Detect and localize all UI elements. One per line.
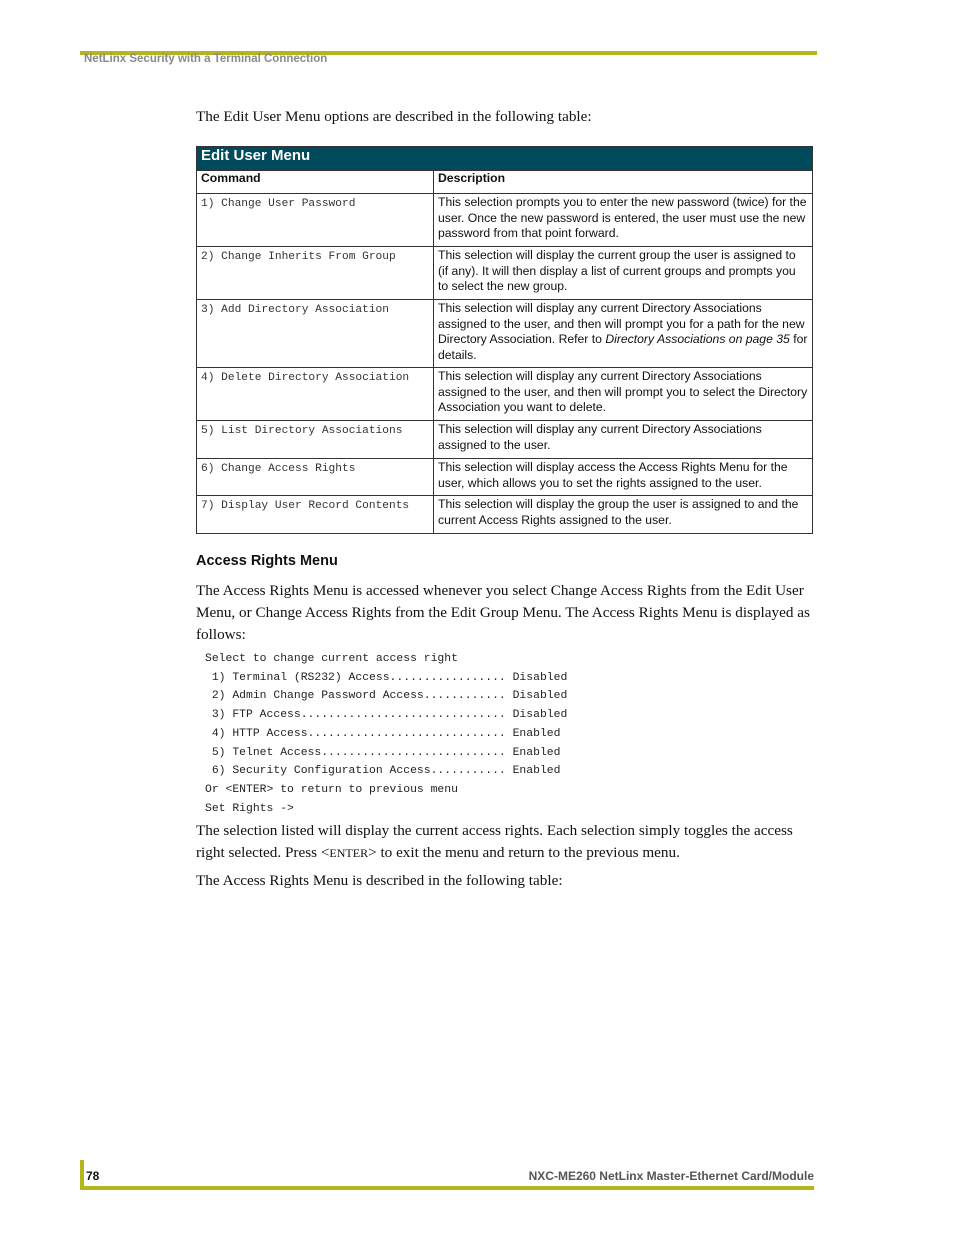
command-cell: 4) Delete Directory Association [197,368,434,421]
command-cell: 7) Display User Record Contents [197,496,434,534]
description-text-end: for details. [438,332,808,362]
access-rights-intro: The Access Rights Menu is accessed whenever you select Change Access Rights from the Edit User Menu, or Change Access Rights from the Edit Group Menu. The Access Rights Menu is displayed as follows: [196,582,810,643]
table-row [197,300,813,368]
table-row [197,368,813,421]
page-number: 78 [86,1169,100,1183]
code-line: Select to change current access right [205,653,458,665]
command-cell: 6) Change Access Rights [197,459,434,496]
code-line: 6) Security Configuration Access........... Enabled [205,765,561,778]
code-listing [205,650,567,818]
table-row [197,496,813,534]
code-line: 5) Telnet Access........................... Enabled [205,746,561,759]
column-header-command: Command [197,171,434,194]
code-line: 2) Admin Change Password Access............ Disabled [205,690,568,703]
cross-reference-link[interactable]: Directory Associations on page 35 [605,332,790,346]
description-cell: This selection prompts you to enter the new password (twice) for the user. Once the new password is entered, the user must use the new password from that point forward. [434,194,813,247]
enter-key-label: ENTER [329,846,369,860]
code-line: 4) HTTP Access............................. Enabled [205,727,561,740]
description-text: This selection will display any current Directory Associations assigned to the user, and then will prompt you for a path for the new Directory Association. Refer to [438,301,805,346]
code-line: Or <ENTER> to return to previous menu [205,783,458,796]
access-rights-table-intro: The Access Rights Menu is described in the following table: [196,872,563,889]
code-line: Set Rights -> [205,802,294,815]
intro-paragraph: The Edit User Menu options are described in the following table: [196,108,592,125]
table-row [197,459,813,496]
column-header-description: Description [434,171,813,194]
edit-user-menu-table [196,146,813,534]
description-cell [434,300,813,368]
table-row [197,194,813,247]
code-line: 1) Terminal (RS232) Access................. Disabled [205,671,568,684]
access-rights-explanation [196,820,816,864]
running-header: NetLinx Security with a Terminal Connection [84,53,328,65]
table-title: Edit User Menu [197,147,813,171]
code-line: 3) FTP Access.............................. Disabled [205,709,568,722]
footer-doc-title: NXC-ME260 NetLinx Master-Ethernet Card/Module [528,1169,814,1183]
command-cell: 2) Change Inherits From Group [197,247,434,300]
footer-rule [80,1186,814,1190]
table-row [197,247,813,300]
description-cell: This selection will display any current Directory Associations assigned to the user. [434,421,813,459]
section-heading: Access Rights Menu [196,553,338,569]
description-cell: This selection will display the group the user is assigned to and the current Access Rights assigned to the user. [434,496,813,534]
description-cell: This selection will display any current Directory Associations assigned to the user, and then will prompt you to select the Directory Association you want to delete. [434,368,813,421]
description-cell: This selection will display the current group the user is assigned to (if any). It will then display a list of current groups and prompts you to select the new group. [434,247,813,300]
explanation-text: The selection listed will display the current access rights. Each selection simply toggles the access right selected. Press < [196,822,793,861]
description-cell: This selection will display access the Access Rights Menu for the user, which allows you to set the rights assigned to the user. [434,459,813,496]
table-row [197,421,813,459]
command-cell: 3) Add Directory Association [197,300,434,368]
command-cell: 1) Change User Password [197,194,434,247]
explanation-text-end: > to exit the menu and return to the previous menu. [368,844,680,861]
command-cell: 5) List Directory Associations [197,421,434,459]
